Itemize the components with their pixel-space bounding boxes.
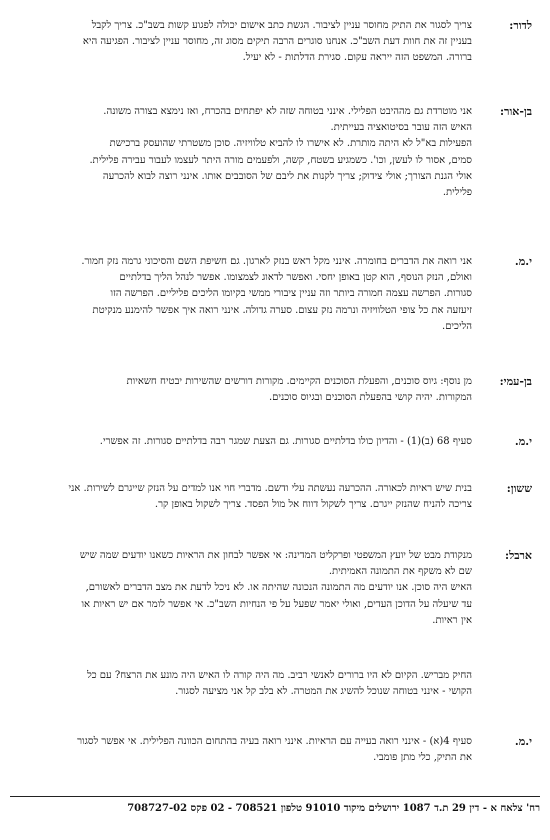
speaker-name: בן-אור:: [499, 105, 532, 118]
speaker-name: ששון:: [506, 482, 532, 495]
text-line: את התיק, כלי מתן פומבי.: [373, 752, 472, 764]
text-line: סעיף 68 (ב)(1) - והדיון כולו בדלתיים סגורות. גם הצעת שמגר רבה בדלתיים סגורות. זה אפשרי.: [99, 436, 472, 447]
speaker-name: י.מ.: [514, 735, 532, 748]
speaker-name: בן-עמי:: [499, 375, 532, 388]
text-line: האיש היה סוכן. אנו יודעים מה התמונה הנכונה שהיתה או. לא ניכל לדעת את מצב הדברים לאשורם,: [85, 582, 472, 594]
text-line: אני רואה את הדברים בחומרה. אינני מקל ראש בנזק לארגון. גם חשיפת השם והסיכוני גרמה נזק חמור.: [81, 256, 472, 267]
statement-text: [20, 481, 472, 513]
text-line: מנקודת מבט של יועץ המשפטי ופרקליט המדינה: אי אפשר לבחון את הראיות כשאנו יודעים שמה שיש: [79, 550, 472, 561]
entry-arbel-continued: [20, 668, 532, 700]
entry-ym-3: [20, 734, 532, 766]
text-line: צריך לסגור את התיק מחוסר עניין לציבור. הגשת כתב אישום יכולה לפגוע קשות בשב"כ. צריך לקבל: [91, 20, 472, 31]
text-line: אין ראיות.: [432, 614, 472, 626]
text-line: הפעילות בא"ל לא היתה מותרת. לא אישרו לו להביא טלוויזיה. סוכן משטרתי שהועסק ברכישת: [109, 138, 472, 150]
text-line: סעיף 4(א) - אינני רואה בעייה עם הראיות. אינני רואה בעיה בהתחום הכוונה הפלילית. אי אפשר לסגור: [77, 736, 472, 747]
text-line: מן נוסף: גיוס סוכנים, והפעלת הסוכנים הקיימים. מקורות דורשים שהשירות יבטיח חשאיות: [126, 376, 472, 387]
text-line: שם לא משקף את התמונה האמיתית.: [328, 566, 472, 578]
text-line: ברורה. המשפט הזה ייראה עקום. סגירת הדלתות - לא יעיל.: [242, 52, 472, 64]
text-line: ואולם, הנזק הנוסף, הוא קטן באופן יחסי. ואפשר לדאוג לצמצומו. אפשר לנהל הליך בדלתיים: [119, 272, 472, 284]
entry-sasson: [20, 481, 532, 513]
text-line: הליכים.: [442, 320, 472, 332]
text-line: הקושי - אינני בטוחה שנוכל להשיג את המטרה. לא בלב קל אני מציעה לסגור.: [175, 686, 472, 698]
statement-text: [20, 374, 472, 406]
text-line: אולי הגנת הצורך; אולי צידוק; צריך לקנות את ליבם של הסובבים אותו. אינני רוצה לבוא להכרעה: [102, 170, 472, 182]
entry-ben-ami: [20, 374, 532, 406]
statement-text: [20, 548, 472, 629]
text-line: סגורות. הפרשה עצמה חמורה ביותר וזה עניין ציבורי ממשי בקיומו הליכים פליליים. הפרשה הזו: [110, 288, 472, 300]
text-line: המקורות. יהיה קושי בהפעלת הסוכנים ובגיוס סוכנים.: [269, 392, 472, 404]
text-line: האיש הזה עובר בסיטואציה בעייתית.: [330, 122, 472, 134]
speaker-name: לדור:: [509, 19, 532, 32]
entry-arbel: [20, 548, 532, 629]
entry-ben-or: [20, 104, 532, 201]
statement-text: [20, 18, 472, 67]
text-line: זיעזעה את כל צופי הטלוויזיה ונרמה נזק עצום. סערה גדולה. אינני רואה איך אפשר להימנע מנקיטת: [92, 304, 472, 316]
text-line: עד שיעלה על הדוכן העדים, ואולי יאמר שפעל על פי הנחיות השב"כ. אי אפשר לומר אם יש ראיות או: [81, 598, 472, 610]
text-line: בעניין זה את חוות דעת השב"כ. אנחנו סוגרים הרבה תיקים מסוג זה, מחוסר עניין לציבור. הפגיעה היא: [82, 36, 472, 48]
entry-dor: [20, 18, 532, 67]
text-line: פלילית.: [442, 187, 472, 199]
statement-text: [20, 734, 472, 766]
statement-text: [20, 668, 472, 700]
statement-text: [20, 104, 472, 201]
speaker-name: ארבל:: [505, 549, 532, 562]
statement-text: [20, 254, 472, 335]
speaker-name: י.מ.: [514, 435, 532, 448]
text-line: בנית שיש ראיות לכאורה. ההכרעה נעשתה עלי ודשם. מדברי חוי אנו למדים על הנזק שייגרם לשירות. אני: [68, 483, 472, 494]
entry-ym-1: [20, 254, 532, 335]
text-line: סמים, אסור לו לעשן, וכו'. כשמגיע בשטח, קשה, ולפעמים מורה היתר לעצמו לעבור עבירה פלילית.: [89, 154, 472, 166]
page-footer-address: רח' צלאח א - דין 29 ת.ד 1087 ירושלים מיקוד 91010 טלפון 708521 - 02 פקס 708727-02: [10, 796, 540, 814]
statement-text: [20, 434, 472, 450]
speaker-name: י.מ.: [514, 255, 532, 268]
text-line: צריכה להניח שהנזק ייגרם. צריך לשקול דווח אל מול הפסד. צריך לשקול באופן קר.: [154, 499, 472, 511]
text-line: החיק מבריש. הקיום לא היו ברורים לאנשי רביב. מה היה קורה לו האיש היה מונע את הרצח? עם כל: [87, 670, 472, 681]
entry-ym-2: [20, 434, 532, 450]
text-line: אני מוטרדת גם מההיבט הפלילי. אינני בטוחה שזה לא יפתחים בהכרח, ואז נימצא בצורה משונה.: [103, 106, 472, 117]
